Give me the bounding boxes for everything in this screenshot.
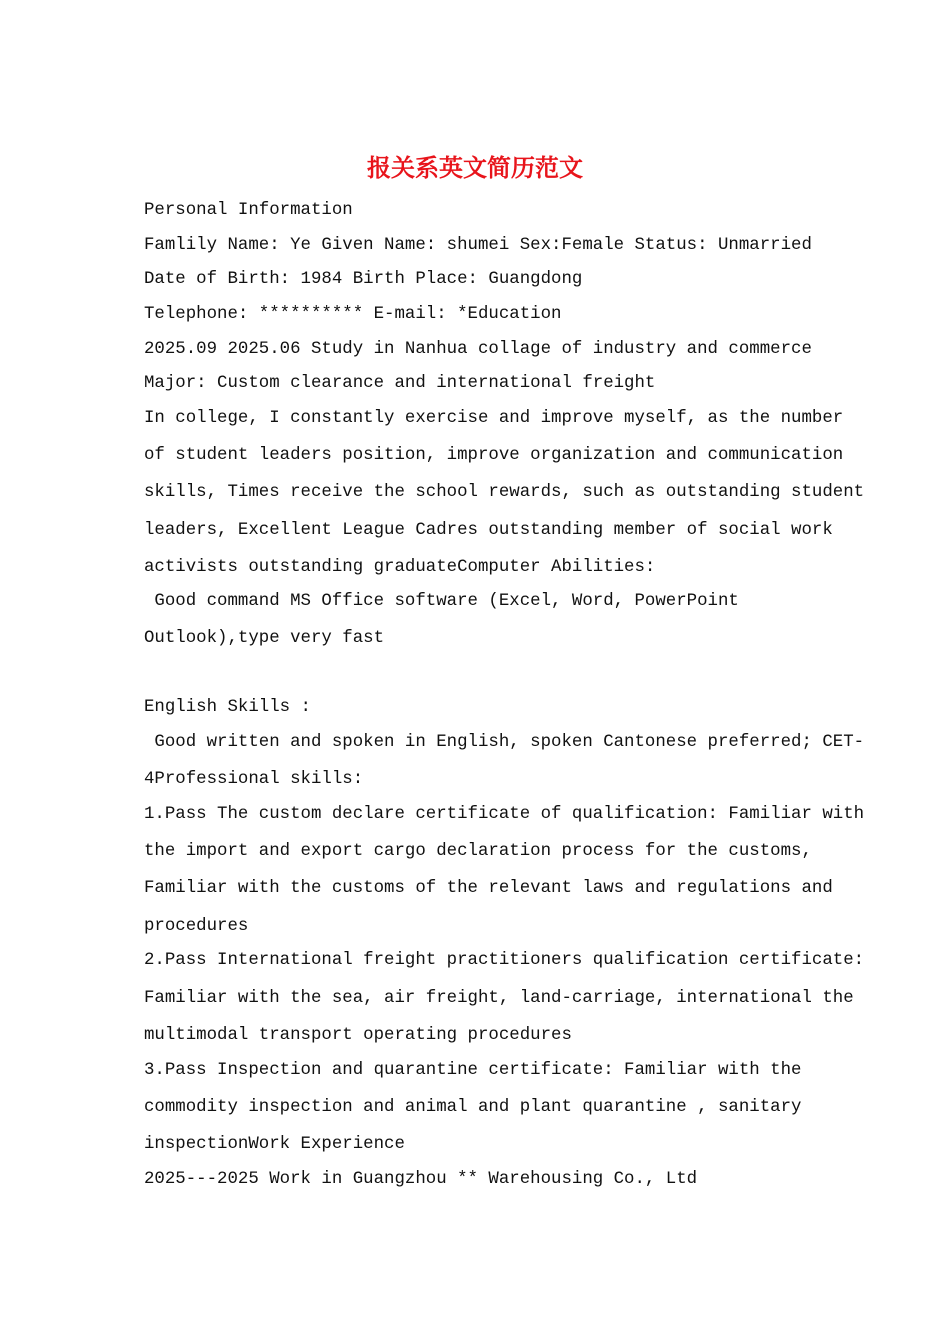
text-line: leaders, Excellent League Cadres outstanding member of social work	[144, 521, 833, 540]
text-line: procedures	[144, 917, 249, 936]
text-line: Famlily Name: Ye Given Name: shumei Sex:Female Status: Unmarried	[144, 236, 812, 255]
text-line: inspectionWork Experience	[144, 1135, 405, 1154]
text-line: Good written and spoken in English, spoken Cantonese preferred; CET-	[144, 733, 865, 752]
text-line: Good command MS Office software (Excel, Word, PowerPoint	[144, 592, 739, 611]
text-line: 2.Pass International freight practitioners qualification certificate:	[144, 951, 865, 970]
text-line: of student leaders position, improve organization and communication	[144, 446, 844, 465]
text-line: 2025---2025 Work in Guangzhou ** Warehousing Co., Ltd	[144, 1170, 698, 1189]
text-line: 2025.09 2025.06 Study in Nanhua collage of industry and commerce	[144, 340, 812, 359]
text-line: commodity inspection and animal and plant quarantine , sanitary	[144, 1098, 802, 1117]
document-title: 报关系英文简历范文	[367, 153, 583, 182]
text-line: 1.Pass The custom declare certificate of qualification: Familiar with	[144, 805, 865, 824]
text-line: Outlook),type very fast	[144, 629, 385, 648]
text-line: skills, Times receive the school rewards, such as outstanding student	[144, 483, 865, 502]
text-line: multimodal transport operating procedures	[144, 1026, 572, 1045]
text-line: In college, I constantly exercise and improve myself, as the number	[144, 409, 844, 428]
text-line: Major: Custom clearance and international freight	[144, 374, 656, 393]
text-line: Familiar with the sea, air freight, land-carriage, international the	[144, 989, 854, 1008]
text-line: Personal Information	[144, 201, 353, 220]
text-line: 3.Pass Inspection and quarantine certificate: Familiar with the	[144, 1061, 802, 1080]
text-line: activists outstanding graduateComputer Abilities:	[144, 558, 656, 577]
text-line: the import and export cargo declaration process for the customs,	[144, 842, 812, 861]
text-line: 4Professional skills:	[144, 770, 364, 789]
text-line: Telephone: ********** E-mail: *Education	[144, 305, 562, 324]
text-line: English Skills :	[144, 698, 311, 717]
text-line: Date of Birth: 1984 Birth Place: Guangdong	[144, 270, 583, 289]
text-line: Familiar with the customs of the relevant laws and regulations and	[144, 879, 833, 898]
